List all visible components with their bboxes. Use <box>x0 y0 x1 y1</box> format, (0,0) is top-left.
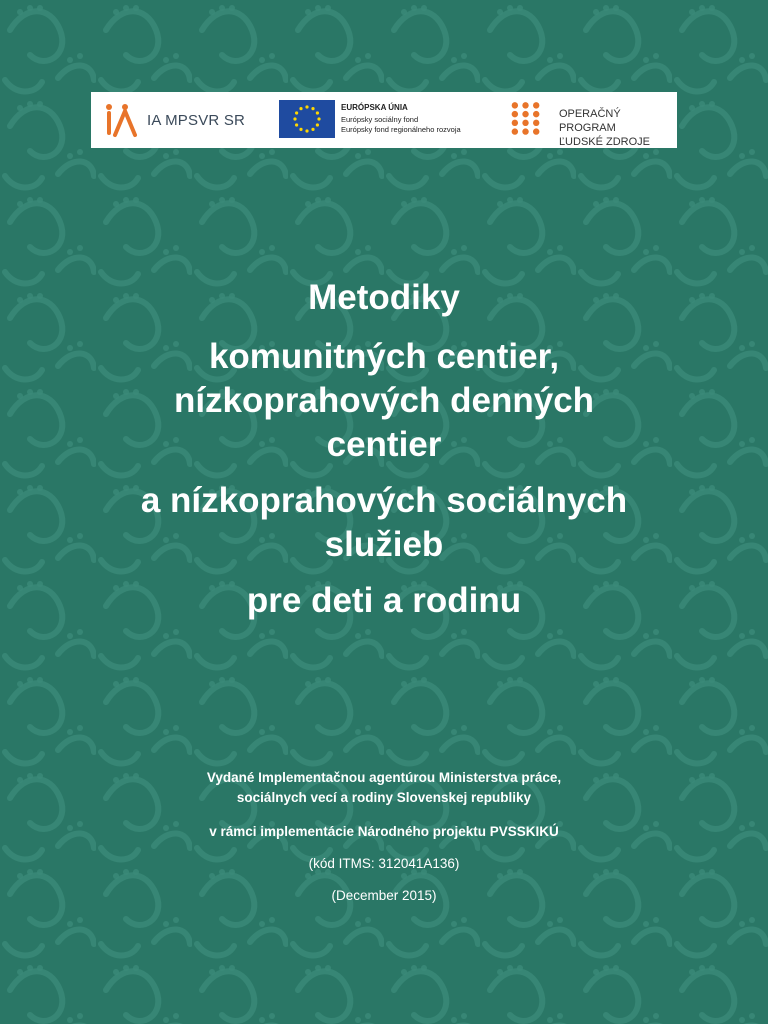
title-line-4: centier <box>326 425 442 464</box>
project-line: v rámci implementácie Národného projektu PVSSKIKÚ <box>209 824 559 839</box>
logo-band <box>91 92 677 148</box>
itms-code: (kód ITMS: 312041A136) <box>308 856 460 871</box>
title-line-7: pre deti a rodinu <box>246 581 522 620</box>
eu-title: EURÓPSKA ÚNIA <box>341 103 408 112</box>
eu-logo <box>279 100 461 138</box>
publisher-line-2: sociálnych vecí a rodiny Slovenskej republiky <box>236 790 532 805</box>
op-line-2: ĽUDSKÉ ZDROJE <box>558 136 651 148</box>
publication-info <box>0 768 768 906</box>
ia-mark-icon <box>103 101 139 139</box>
eu-logo-text <box>341 103 461 138</box>
eu-fund-1: Európsky sociálny fond <box>341 115 419 124</box>
op-logo-text <box>559 107 677 149</box>
eu-flag-icon <box>279 100 335 138</box>
document-title <box>0 276 768 623</box>
title-line-2: komunitných centier, <box>208 337 560 376</box>
ia-logo <box>103 101 245 139</box>
op-line-1: OPERAČNÝ PROGRAM <box>558 108 621 134</box>
title-line-3: nízkoprahových denných <box>173 381 595 420</box>
eu-fund-2: Európsky fond regionálneho rozvoja <box>341 125 461 134</box>
op-dots-icon <box>510 101 545 135</box>
ia-logo-text: IA MPSVR SR <box>147 111 246 129</box>
op-logo <box>510 101 677 149</box>
title-line-5: a nízkoprahových sociálnych <box>140 481 628 520</box>
title-line-6: služieb <box>324 525 444 564</box>
publisher-line-1: Vydané Implementačnou agentúrou Ministerstva práce, <box>206 770 562 785</box>
publication-date: (December 2015) <box>331 888 437 903</box>
title-line-1: Metodiky <box>308 278 460 317</box>
